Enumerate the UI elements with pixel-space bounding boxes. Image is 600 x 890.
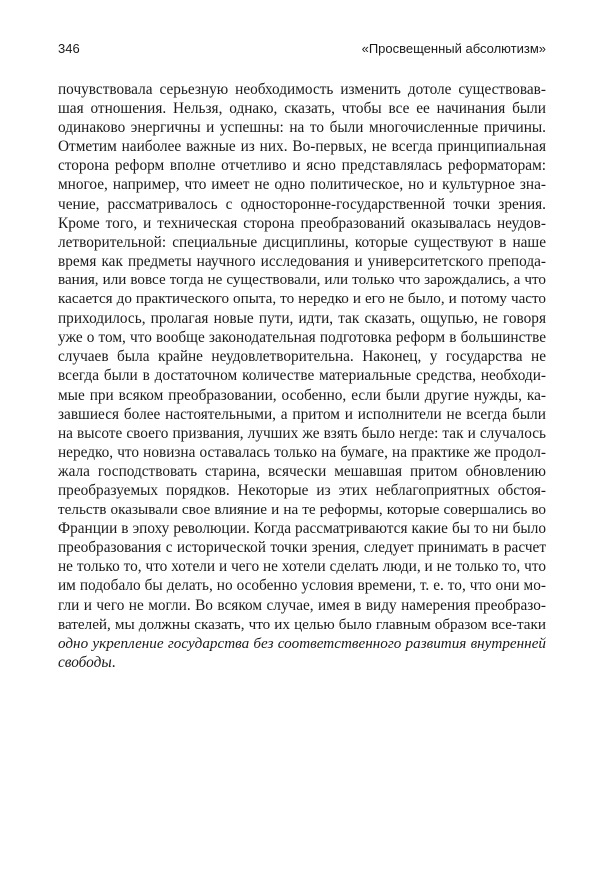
text-line: случаев была крайне неудовлетворительна. Наконец, у государства не	[58, 348, 546, 366]
final-text-line	[58, 653, 546, 672]
text-line: приходилось, пролагая новые пути, идти, так сказать, ощупью, не говоря	[58, 310, 546, 328]
page-number: 346	[58, 41, 80, 56]
text-line: вания, или вовсе тогда не существовали, или только что зарождались, а что	[58, 271, 546, 288]
text-line: тельств оказывали свое влияние и на те реформы, которые совершались во	[58, 501, 546, 519]
text-line: завшиеся более настоятельными, а притом и исполнители не всегда были	[58, 405, 546, 423]
text-line: Франции в эпоху революции. Когда рассматриваются какие бы то ни было	[58, 520, 546, 538]
text-line: нередко, что новизна оставалась только на бумаге, на практике же продол-	[58, 443, 546, 461]
running-head: «Просвещенный абсолютизм»	[361, 41, 546, 56]
text-line: одинаково энергичны и успешны: на то были многочисленные причины.	[58, 119, 546, 137]
text-line: Отметим наиболее важные из них. Во-первых, не всегда принципиальная	[58, 138, 546, 156]
text-line: шая отношения. Нельзя, однако, сказать, чтобы все ее начинания были	[58, 100, 546, 118]
text-line: время как предметы научного исследования и университетского препода-	[58, 252, 546, 270]
text-line: жала господствовать старина, всячески мешавшая притом обновлению	[58, 462, 546, 480]
text-line: преобразуемых порядков. Некоторые из этих неблагоприятных обстоя-	[58, 481, 546, 499]
body-text	[58, 80, 546, 672]
page-header	[58, 41, 546, 63]
text-line: касается до практического опыта, то нередко и его не было, и потому часто	[58, 291, 546, 308]
text-line: уже о том, что вообще законодательная подготовка реформ в большинстве	[58, 329, 546, 347]
text-line: Кроме того, и техническая сторона преобразований оказывалась неудов-	[58, 214, 546, 232]
text-line: сторона реформ вполне отчетливо и ясно представлялась реформаторам:	[58, 157, 546, 175]
text-line: на высоте своего призвания, лучших же взять было негде: так и случалось	[58, 424, 546, 442]
text-line: летворительной: специальные дисциплины, которые существуют в наше	[58, 233, 546, 251]
text-line: почувствовала серьезную необходимость изменить дотоле существовав-	[58, 81, 546, 98]
italic-text-line: одно укрепление государства без соответственного развития внутренней	[58, 634, 546, 652]
italic-phrase: свободы	[58, 653, 112, 671]
text-line: гли и чего не могли. Во всяком случае, имея в виду намерения преобразо-	[58, 596, 546, 614]
text-line: не только то, что хотели и чего не хотели сделать люди, и не только то, что	[58, 558, 546, 576]
text-line: преобразования с исторической точки зрения, следует принимать в расчет	[58, 539, 546, 557]
sentence-period: .	[111, 653, 116, 671]
text-line: многое, например, что имеет не одно политическое, но и культурное зна-	[58, 176, 546, 194]
text-line: им подобало бы делать, но особенно условия времени, т. е. то, что они мо-	[58, 577, 546, 595]
text-line: всегда были в достаточном количестве материальные средства, необходи-	[58, 367, 546, 385]
text-line: мые при всяком преобразовании, особенно, если были другие нужды, ка-	[58, 386, 546, 404]
text-line: чение, рассматривалось с односторонне-государственной точки зрения.	[58, 195, 546, 213]
text-line: вателей, мы должны сказать, что их целью было главным образом все-таки	[58, 615, 546, 633]
